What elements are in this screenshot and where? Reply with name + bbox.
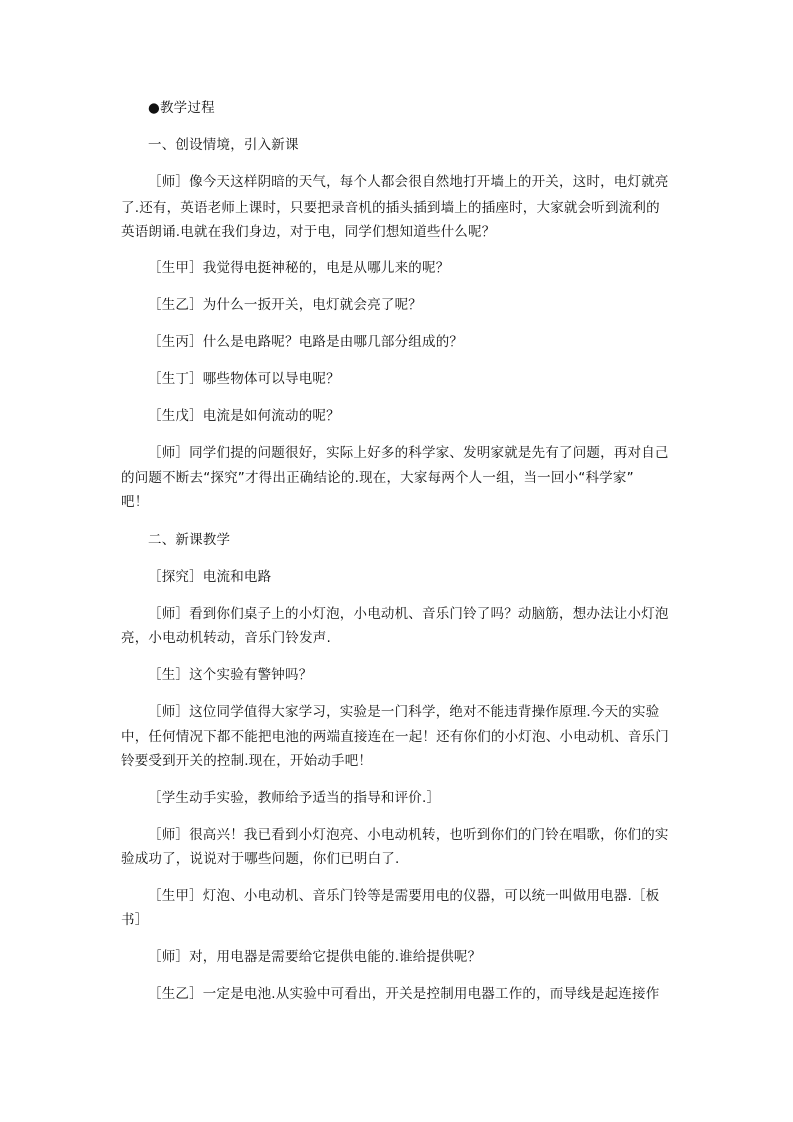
dialogue-line: ［生甲］我觉得电挺神秘的，电是从哪儿来的呢？: [148, 260, 450, 276]
dialogue-line: ［师］对，用电器是需要给它提供电能的.谁给提供呢？: [148, 949, 482, 965]
paragraph-line: ［师］同学们提的问题很好，实际上好多的科学家、发明家就是先有了问题，再对自己: [148, 445, 669, 461]
dialogue-line: ［生丙］什么是电路呢？电路是由哪几部分组成的？: [148, 334, 464, 350]
paragraph-line: ［师］看到你们桌子上的小灯泡，小电动机、音乐门铃了吗？动脑筋，想办法让小灯泡: [148, 606, 669, 622]
dialogue-line: ［生丁］哪些物体可以导电呢？: [148, 371, 340, 387]
paragraph-line: 铃要受到开关的控制.现在，开始动手吧！: [121, 753, 373, 769]
paragraph-line: 的问题不断去“探究”才得出正确结论的.现在，大家每两个人一组，当一回小“科学家”: [121, 470, 634, 486]
paragraph-line: 中，任何情况下都不能把电池的两端直接连在一起！还有你们的小灯泡、小电动机、音乐门: [121, 729, 669, 745]
section-heading-2: 二、新课教学: [148, 532, 231, 548]
paragraph-line: 亮，小电动机转动，音乐门铃发声.: [121, 630, 331, 646]
paragraph-line: 了.还有，英语老师上课时，只要把录音机的插头插到墙上的插座时，大家就会听到流利的: [121, 200, 660, 216]
lesson-process-heading: ●教学过程: [148, 100, 215, 116]
paragraph-line: 书］: [121, 912, 149, 928]
dialogue-line: ［探究］电流和电路: [148, 569, 272, 585]
section-heading-1: 一、创设情境，引入新课: [148, 137, 299, 153]
dialogue-line: ［生］这个实验有警钟吗？: [148, 667, 313, 683]
dialogue-line: ［生乙］为什么一扳开关，电灯就会亮了呢？: [148, 297, 422, 313]
paragraph-line: 吧！: [121, 494, 149, 510]
dialogue-line: ［生乙］一定是电池.从实验中可看出，开关是控制用电器工作的，而导线是起连接作: [148, 986, 660, 1002]
paragraph-line: ［师］像今天这样阴暗的天气，每个人都会很自然地打开墙上的开关，这时，电灯就亮: [148, 174, 669, 190]
paragraph-line: ［师］这位同学值得大家学习，实验是一门科学，绝对不能违背操作原理.今天的实验: [148, 704, 660, 720]
paragraph-line: 英语朗诵.电就在我们身边，对于电，同学们想知道些什么呢？: [121, 224, 496, 240]
dialogue-line: ［学生动手实验，教师给予适当的指导和评价.］: [148, 790, 441, 806]
paragraph-line: ［生甲］灯泡、小电动机、音乐门铃等是需要用电的仪器，可以统一叫做用电器.［板: [148, 888, 660, 904]
paragraph-line: 验成功了，说说对于哪些问题，你们已明白了.: [121, 851, 400, 867]
dialogue-line: ［生戊］电流是如何流动的呢？: [148, 408, 340, 424]
paragraph-line: ［师］很高兴！我已看到小灯泡亮、小电动机转，也听到你们的门铃在唱歌，你们的实: [148, 827, 669, 843]
